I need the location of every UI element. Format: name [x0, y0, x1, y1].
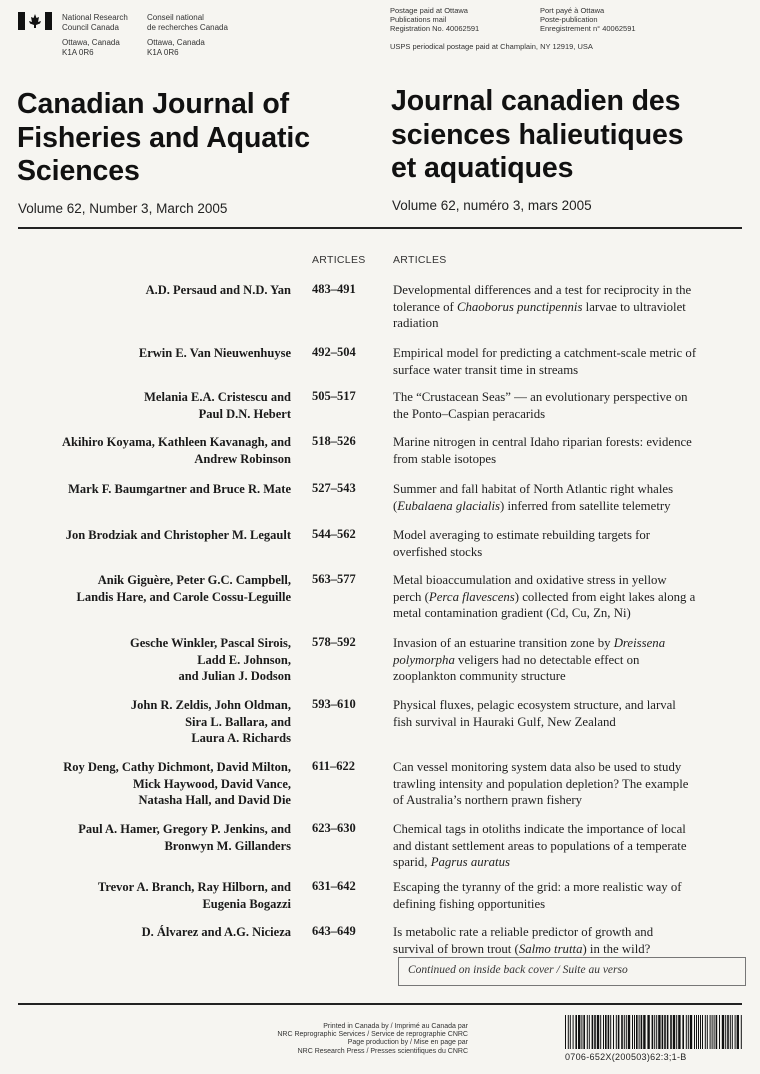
article-pages: 544–562: [312, 527, 356, 541]
article-pages: 593–610: [312, 697, 356, 711]
article-title: Empirical model for predicting a catchment-scale metric of surface water transit time in streams: [393, 346, 697, 377]
agency-english: National Research Council Canada Ottawa, Canada K1A 0R6: [62, 13, 128, 57]
article-title: Marine nitrogen in central Idaho riparian forests: evidence from stable isotopes: [393, 435, 692, 466]
article-title: Escaping the tyranny of the grid: a more realistic way of defining fishing opportunities: [393, 880, 682, 911]
article-authors: D. Álvarez and A.G. Nicieza: [141, 925, 291, 939]
header-rule: [18, 227, 742, 229]
canada-flag-icon: [18, 12, 52, 30]
article-authors: Jon Brodziak and Christopher M. Legault: [65, 528, 291, 542]
article-pages: 631–642: [312, 879, 356, 893]
article-title: Can vessel monitoring system data also be used to study trawling intensity and population depletion? The example of Australia’s northern prawn fishery: [393, 760, 689, 807]
journal-title-french: Journal canadien des sciences halieutiques et aquatiques: [391, 85, 684, 184]
article-pages: 518–526: [312, 434, 356, 448]
article-authors: Paul A. Hamer, Gregory P. Jenkins, and Bronwyn M. Gillanders: [78, 822, 291, 853]
article-pages: 578–592: [312, 635, 356, 649]
issn-code: 0706-652X(200503)62:3;1-B: [565, 1052, 687, 1062]
footer-rule: [18, 1003, 742, 1005]
article-authors: Anik Giguère, Peter G.C. Campbell, Landis Hare, and Carole Cossu-Leguille: [76, 573, 291, 604]
titles-column-header: ARTICLES: [393, 254, 447, 266]
article-pages: 563–577: [312, 572, 356, 586]
volume-french: Volume 62, numéro 3, mars 2005: [392, 198, 592, 213]
article-title: Summer and fall habitat of North Atlantic right whales (Eubalaena glacialis) inferred from satellite telemetry: [393, 482, 674, 513]
article-pages: 505–517: [312, 389, 356, 403]
article-pages: 483–491: [312, 282, 356, 296]
barcode-icon: [565, 1015, 743, 1049]
usps-notice: USPS periodical postage paid at Champlain, NY 12919, USA: [390, 42, 593, 51]
article-pages: 492–504: [312, 345, 356, 359]
article-pages: 611–622: [312, 759, 356, 773]
journal-title-english: Canadian Journal of Fisheries and Aquatic Sciences: [17, 88, 311, 187]
agency-french: Conseil national de recherches Canada Ottawa, Canada K1A 0R6: [147, 13, 228, 57]
article-authors: Mark F. Baumgartner and Bruce R. Mate: [68, 482, 291, 496]
article-title: Developmental differences and a test for reciprocity in the tolerance of Chaoborus punctipennis larvae to ultraviolet radiation: [393, 283, 692, 330]
postage-english: Postage paid at Ottawa Publications mail Registration No. 40062591: [390, 6, 480, 33]
article-title: Metal bioaccumulation and oxidative stress in yellow perch (Perca flavescens) collected from eight lakes along a metal contamination gradient (Cd, Cu, Zn, Ni): [393, 573, 696, 620]
article-title: Physical fluxes, pelagic ecosystem structure, and larval fish survival in Hauraki Gulf, New Zealand: [393, 698, 676, 729]
pages-column-header: ARTICLES: [312, 254, 366, 266]
article-authors: Trevor A. Branch, Ray Hilborn, and Eugenia Bogazzi: [97, 880, 291, 911]
continued-note: Continued on inside back cover / Suite au verso: [408, 964, 628, 976]
article-title: Invasion of an estuarine transition zone by Dreissena polymorpha veligers had no detectable effect on zooplankton community structure: [393, 636, 666, 683]
article-authors: Erwin E. Van Nieuwenhuyse: [138, 346, 291, 360]
article-title: Chemical tags in otoliths indicate the importance of local and distant settlement areas to populations of a temperate sparid, Pagrus auratus: [393, 822, 687, 869]
volume-english: Volume 62, Number 3, March 2005: [18, 201, 228, 216]
postage-french: Port payé à Ottawa Poste-publication Enregistrement n° 40062591: [540, 6, 636, 33]
article-authors: Akihiro Koyama, Kathleen Kavanagh, and Andrew Robinson: [62, 435, 291, 466]
article-pages: 623–630: [312, 821, 356, 835]
article-authors: John R. Zeldis, John Oldman, Sira L. Ballara, and Laura A. Richards: [130, 698, 291, 745]
article-pages: 527–543: [312, 481, 356, 495]
article-title: The “Crustacean Seas” — an evolutionary perspective on the Ponto–Caspian peracarids: [393, 390, 688, 421]
article-authors: Roy Deng, Cathy Dichmont, David Milton, Mick Haywood, David Vance, Natasha Hall, and David Die: [63, 760, 291, 807]
article-authors: Gesche Winkler, Pascal Sirois, Ladd E. Johnson, and Julian J. Dodson: [129, 636, 291, 683]
article-authors: A.D. Persaud and N.D. Yan: [145, 283, 291, 297]
printer-credits: Printed in Canada by / Imprimé au Canada par NRC Reprographic Services / Service de reprographie CNRC Page production by / Mise en page par NRC Research Press / Presses scientifiques du CNRC: [277, 1023, 468, 1055]
article-title: Is metabolic rate a reliable predictor of growth and survival of brown trout (Salmo trutta) in the wild?: [393, 925, 654, 956]
article-authors: Melania E.A. Cristescu and Paul D.N. Hebert: [144, 390, 291, 421]
article-title: Model averaging to estimate rebuilding targets for overfished stocks: [393, 528, 651, 559]
continued-box: [398, 957, 746, 986]
article-pages: 643–649: [312, 924, 356, 938]
